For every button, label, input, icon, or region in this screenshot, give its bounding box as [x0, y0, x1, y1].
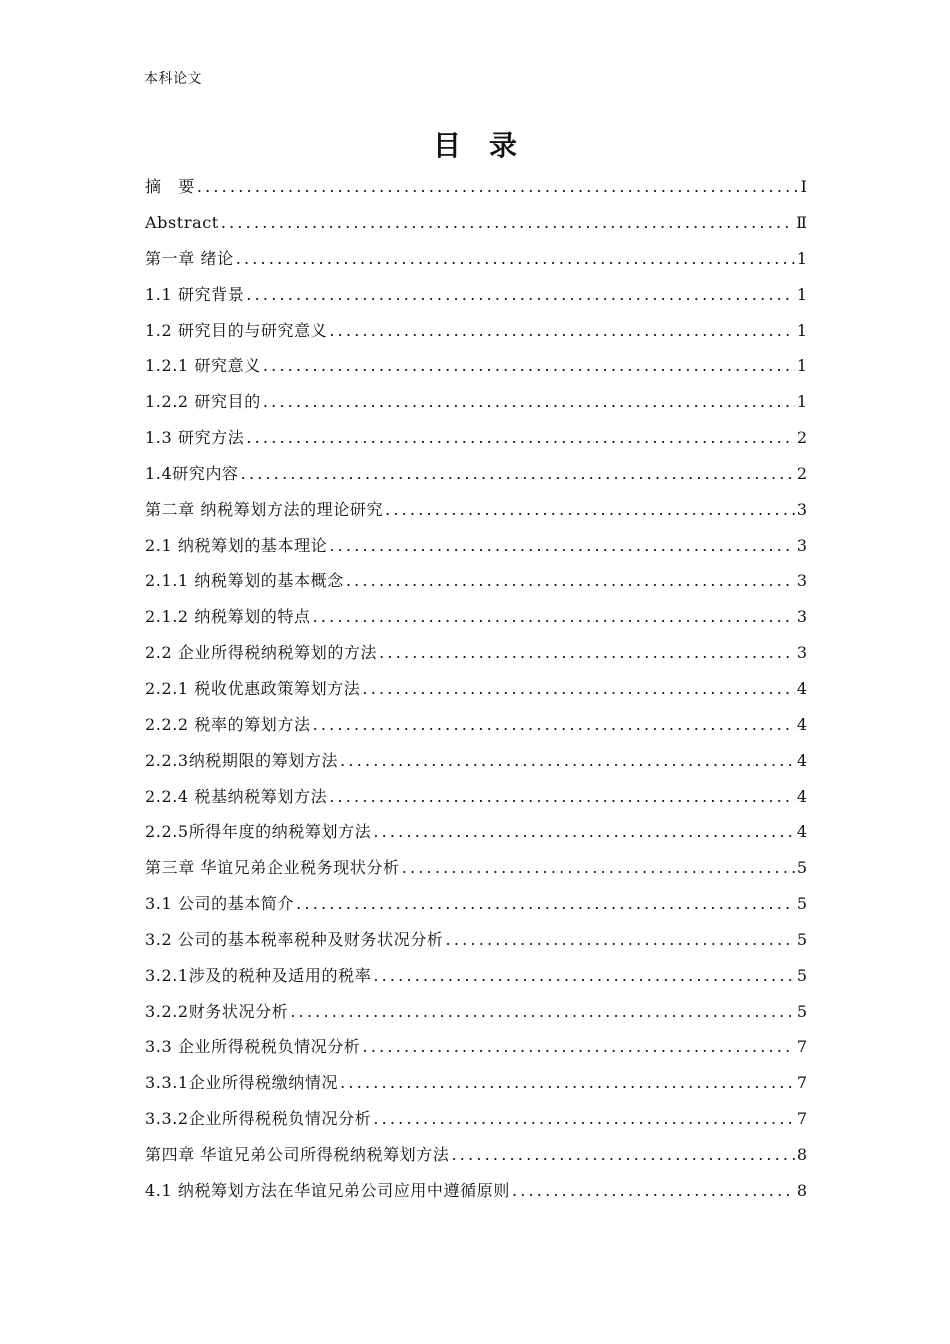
toc-entry-label: 1.2.2 研究目的 — [145, 392, 261, 412]
toc-entry[interactable] — [145, 348, 807, 384]
toc-entry-page-number: 7 — [796, 1109, 807, 1129]
toc-entry[interactable] — [145, 599, 807, 635]
toc-title: 目录 — [432, 129, 545, 162]
toc-dot-leader — [346, 563, 795, 599]
toc-dot-leader — [329, 313, 794, 349]
toc-entry-page-number: 2 — [796, 463, 807, 483]
toc-dot-leader — [290, 994, 795, 1030]
toc-entry-label: 1.3 研究方法 — [145, 428, 245, 448]
toc-entry-page-number: 4 — [796, 822, 807, 842]
toc-entry-label: 3.2 公司的基本税率税种及财务状况分析 — [145, 929, 444, 949]
toc-dot-leader — [263, 384, 795, 420]
toc-entry-page-number: 5 — [796, 894, 807, 914]
toc-entry-page-number: 4 — [796, 750, 807, 770]
toc-entry[interactable] — [145, 707, 807, 743]
toc-dot-leader — [221, 205, 794, 241]
toc-dot-leader — [236, 241, 795, 277]
toc-entry-label: 1.2.1 研究意义 — [145, 356, 261, 376]
toc-dot-leader — [329, 779, 795, 815]
toc-entry[interactable] — [145, 922, 807, 958]
toc-entry-label: 2.2 企业所得税纳税筹划的方法 — [145, 643, 378, 663]
toc-entry[interactable] — [145, 886, 807, 922]
toc-entry[interactable] — [145, 313, 807, 349]
toc-entry-label: 第四章 华谊兄弟公司所得税纳税筹划方法 — [145, 1144, 450, 1164]
toc-entry-page-number: 5 — [796, 858, 807, 878]
toc-entry-page-number: 3 — [796, 607, 807, 627]
toc-entry[interactable] — [145, 958, 807, 994]
toc-entry-label: 2.2.5所得年度的纳税筹划方法 — [145, 822, 372, 842]
toc-entry-label: 2.1.1 纳税筹划的基本概念 — [145, 571, 344, 591]
toc-entry-page-number: 1 — [796, 284, 807, 304]
toc-dot-leader — [385, 492, 795, 528]
toc-entry-page-number: 2 — [796, 428, 807, 448]
toc-dot-leader — [512, 1173, 795, 1209]
toc-entry-page-number: 4 — [796, 714, 807, 734]
toc-dot-leader — [373, 814, 795, 850]
toc-entry[interactable] — [145, 277, 807, 313]
toc-entry[interactable] — [145, 671, 807, 707]
toc-entry[interactable] — [145, 850, 807, 886]
toc-entry-page-number: 1 — [796, 356, 807, 376]
toc-entry-page-number: 4 — [796, 786, 807, 806]
toc-entry[interactable] — [145, 492, 807, 528]
running-header: 本科论文 — [144, 71, 202, 87]
toc-entry-page-number: 8 — [796, 1180, 807, 1200]
toc-entry-label: 2.2.3纳税期限的筹划方法 — [145, 750, 339, 770]
toc-entry-page-number: 7 — [796, 1073, 807, 1093]
toc-entry-page-number: 1 — [796, 392, 807, 412]
toc-dot-leader — [263, 348, 795, 384]
toc-dot-leader — [340, 743, 795, 779]
toc-entry-label: 2.2.4 税基纳税筹划方法 — [145, 786, 328, 806]
toc-entry[interactable] — [145, 384, 807, 420]
toc-entry[interactable] — [145, 1101, 807, 1137]
toc-entry-page-number: I — [800, 177, 807, 197]
toc-entry[interactable] — [145, 635, 807, 671]
toc-entry-label: 摘 要 — [145, 177, 195, 197]
toc-entry-label: 2.2.1 税收优惠政策筹划方法 — [145, 678, 361, 698]
toc-entry[interactable] — [145, 814, 807, 850]
toc-entry[interactable] — [145, 241, 807, 277]
toc-entry[interactable] — [145, 994, 807, 1030]
table-of-contents — [145, 170, 807, 1209]
toc-entry-label: 3.3.2企业所得税税负情况分析 — [145, 1109, 372, 1129]
toc-entry-page-number: 3 — [796, 499, 807, 519]
toc-entry[interactable] — [145, 1173, 807, 1209]
toc-entry-page-number: 3 — [796, 535, 807, 555]
toc-entry-label: 2.1 纳税筹划的基本理论 — [145, 535, 328, 555]
toc-entry[interactable] — [145, 779, 807, 815]
toc-entry-page-number: Ⅱ — [796, 213, 807, 232]
toc-entry[interactable] — [145, 1065, 807, 1101]
toc-entry-label: 3.3 企业所得税税负情况分析 — [145, 1037, 361, 1057]
toc-dot-leader — [246, 420, 794, 456]
toc-entry[interactable] — [145, 456, 807, 492]
toc-entry-label: 2.2.2 税率的筹划方法 — [145, 714, 311, 734]
toc-dot-leader — [446, 922, 795, 958]
toc-entry-label: 第一章 绪论 — [145, 248, 234, 268]
toc-dot-leader — [313, 599, 795, 635]
toc-entry[interactable] — [145, 563, 807, 599]
toc-entry-label: 3.3.1企业所得税缴纳情况 — [145, 1073, 339, 1093]
toc-entry[interactable] — [145, 528, 807, 564]
toc-entry-page-number: 1 — [796, 320, 807, 340]
toc-dot-leader — [402, 850, 795, 886]
toc-entry-label: 第二章 纳税筹划方法的理论研究 — [145, 499, 384, 519]
toc-entry-label: Abstract — [145, 213, 219, 232]
toc-entry-page-number: 5 — [796, 1001, 807, 1021]
toc-entry-page-number: 3 — [796, 571, 807, 591]
toc-entry-label: 1.4研究内容 — [145, 463, 239, 483]
toc-dot-leader — [363, 1029, 795, 1065]
toc-entry-label: 3.2.1涉及的税种及适用的税率 — [145, 965, 372, 985]
toc-entry-label: 第三章 华谊兄弟企业税务现状分析 — [145, 858, 400, 878]
toc-entry-label: 2.1.2 纳税筹划的特点 — [145, 607, 311, 627]
toc-dot-leader — [197, 170, 799, 205]
toc-dot-leader — [241, 456, 795, 492]
toc-dot-leader — [362, 671, 794, 707]
toc-entry-page-number: 4 — [796, 678, 807, 698]
toc-entry[interactable] — [145, 743, 807, 779]
toc-entry[interactable] — [145, 205, 807, 241]
toc-entry[interactable] — [145, 420, 807, 456]
toc-dot-leader — [313, 707, 795, 743]
toc-entry[interactable] — [145, 170, 807, 205]
toc-entry-page-number: 5 — [796, 929, 807, 949]
toc-dot-leader — [296, 886, 795, 922]
toc-dot-leader — [452, 1137, 795, 1173]
toc-entry[interactable] — [145, 1137, 807, 1173]
toc-entry-page-number: 5 — [796, 965, 807, 985]
toc-dot-leader — [379, 635, 795, 671]
toc-entry-page-number: 3 — [796, 643, 807, 663]
toc-dot-leader — [373, 1101, 795, 1137]
toc-dot-leader — [340, 1065, 795, 1101]
toc-entry-label: 4.1 纳税筹划方法在华谊兄弟公司应用中遵循原则 — [145, 1180, 510, 1200]
toc-entry-label: 1.1 研究背景 — [145, 284, 245, 304]
toc-entry-label: 3.2.2财务状况分析 — [145, 1001, 289, 1021]
toc-entry-page-number: 7 — [796, 1037, 807, 1057]
toc-dot-leader — [329, 528, 794, 564]
toc-entry-label: 3.1 公司的基本简介 — [145, 894, 295, 914]
toc-entry-label: 1.2 研究目的与研究意义 — [145, 320, 328, 340]
toc-dot-leader — [246, 277, 794, 313]
toc-entry-page-number: 8 — [796, 1144, 807, 1164]
toc-dot-leader — [373, 958, 795, 994]
toc-entry[interactable] — [145, 1029, 807, 1065]
toc-entry-page-number: 1 — [796, 248, 807, 268]
